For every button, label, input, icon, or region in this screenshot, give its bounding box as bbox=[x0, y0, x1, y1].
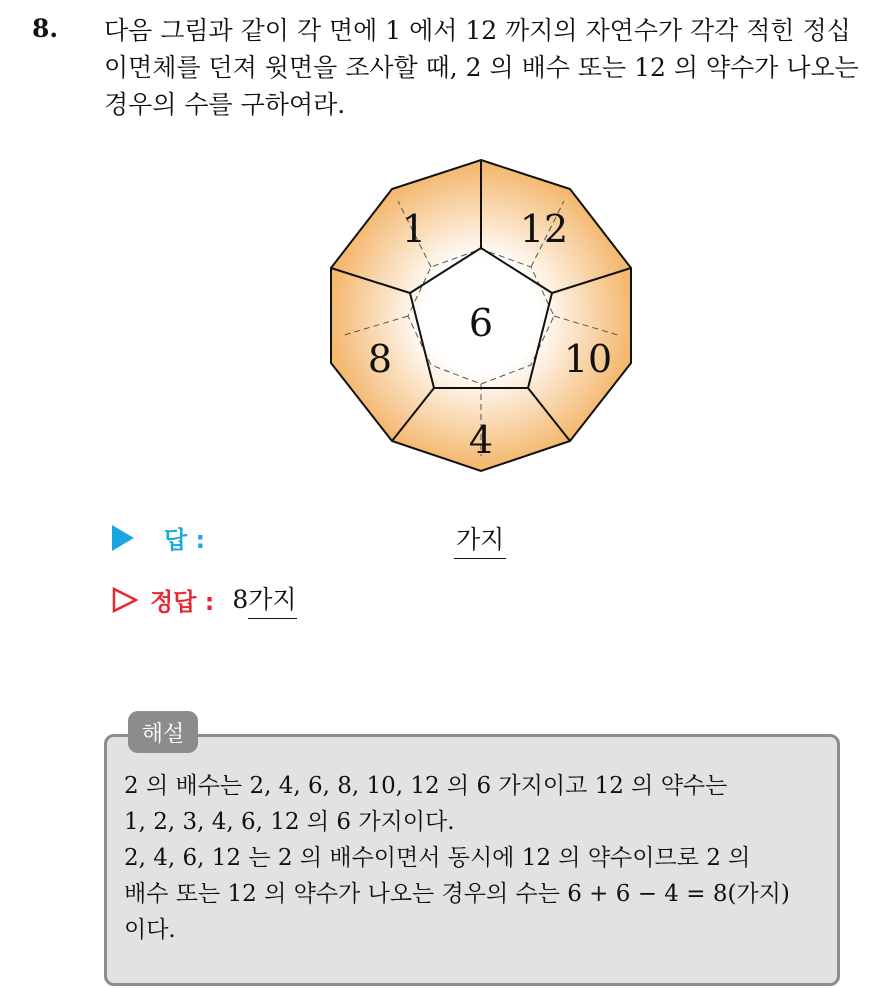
face-label-top-right: 12 bbox=[519, 207, 569, 251]
solution-tab: 해설 bbox=[128, 711, 198, 753]
solution-line: 이다. bbox=[124, 917, 176, 943]
solution-line: 2 의 배수는 2, 4, 6, 8, 10, 12 의 6 가지이고 12 의 약수는 bbox=[124, 773, 728, 799]
solution-text bbox=[124, 768, 826, 948]
correct-answer-row bbox=[112, 580, 297, 619]
outline-triangle-icon bbox=[112, 587, 138, 613]
play-triangle-icon bbox=[112, 525, 134, 551]
question-line: 다음 그림과 같이 각 면에 1 에서 12 까지의 자연수가 각각 적힌 정십 bbox=[104, 16, 851, 45]
face-label-right: 10 bbox=[563, 337, 613, 381]
solution-line: 2, 4, 6, 12 는 2 의 배수이면서 동시에 12 의 약수이므로 2 의 bbox=[124, 845, 751, 871]
correct-value: 8 bbox=[232, 585, 249, 614]
solution-line: 배수 또는 12 의 약수가 나오는 경우의 수는 6 + 6 − 4 = 8(가지) bbox=[124, 881, 790, 907]
face-label-top-left: 1 bbox=[401, 207, 427, 251]
answer-row bbox=[112, 520, 205, 555]
face-label-center: 6 bbox=[468, 301, 494, 345]
question-number: 8. bbox=[32, 14, 59, 43]
question-line: 경우의 수를 구하여라. bbox=[104, 90, 346, 119]
answer-blank[interactable]: 가지 bbox=[454, 520, 506, 559]
solution-line: 1, 2, 3, 4, 6, 12 의 6 가지이다. bbox=[124, 809, 455, 835]
answer-label: 답 : bbox=[164, 526, 206, 554]
question-text bbox=[104, 12, 874, 123]
dodecahedron-figure bbox=[326, 156, 636, 480]
face-label-left: 8 bbox=[367, 337, 393, 381]
question-line: 이면체를 던져 윗면을 조사할 때, 2 의 배수 또는 12 의 약수가 나오는 bbox=[104, 53, 859, 82]
correct-unit: 가지 bbox=[248, 580, 296, 619]
correct-label: 정답 : bbox=[150, 588, 215, 616]
face-label-bottom: 4 bbox=[468, 418, 494, 462]
